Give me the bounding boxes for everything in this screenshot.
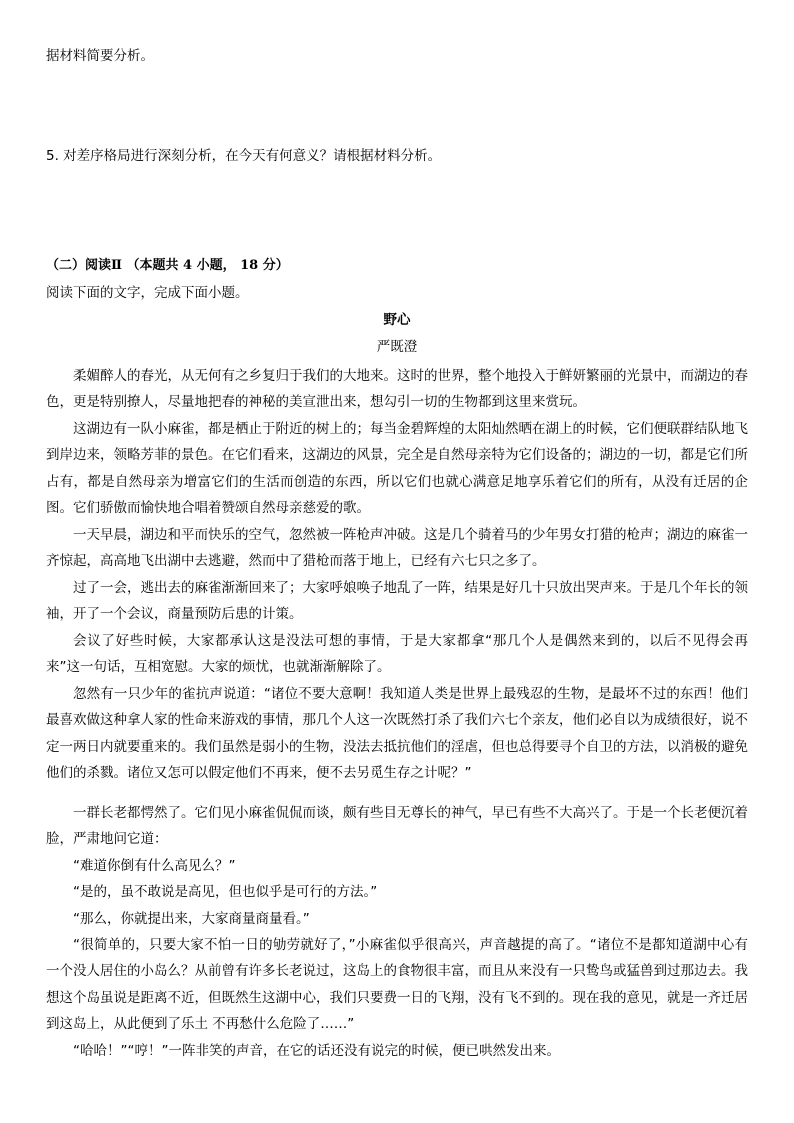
article-paragraph: 过了一会，逃出去的麻雀渐渐回来了；大家呼娘唤子地乱了一阵，结果是好几十只放出哭声来。于是几个年长的领袖，开了一个会议，商量预防后患的计策。 — [46, 580, 748, 623]
article-paragraph: 忽然有一只少年的雀抗声说道：“诸位不要大意啊！我知道人类是世界上最残忍的生物，是最坏不过的东西！他们最喜欢做这种拿人家的性命来游戏的事情，那几个人这一次既然打杀了我们六七个亲友，他们必自以为成绩很好，说不定一两日内就要重来的。我们虽然是弱小的生物，没法去抵抗他们的淫虐，但也总得要寻个自卫的方法，以消极的避免他们的杀戮。诸位又怎可以假定他们不再来，便不去另觅生存之计呢？” — [46, 686, 748, 782]
question-4-tail: 据材料简要分析。 — [46, 48, 154, 64]
question-5: 5. 对差序格局进行深刻分析，在今天有何意义？请根据材料分析。 — [46, 148, 442, 164]
article-paragraph: “哈哈！”“哼！”一阵非笑的声音，在它的话还没有说完的时候，便已哄然发出来。 — [73, 1043, 560, 1059]
dialogue-line: “是的，虽不敢说是高见，但也似乎是可行的方法。” — [73, 884, 378, 900]
article-paragraph: 一天早晨，湖边和平而快乐的空气，忽然被一阵枪声冲破。这是几个骑着马的少年男女打猎的枪声；湖边的麻雀一齐惊起，高高地飞出湖中去逃避，然而中了猎枪而落于地上，已经有六七只之多了。 — [46, 527, 748, 570]
article-paragraph: 会议了好些时候，大家都承认这是没法可想的事情，于是大家都拿“那几个人是偶然来到的，以后不见得会再来”这一句话，互相宽慰。大家的烦忧，也就渐渐解除了。 — [46, 633, 748, 676]
reading-instruction: 阅读下面的文字，完成下面小题。 — [46, 285, 249, 301]
article-paragraph: 一群长老都愕然了。它们见小麻雀侃侃而谈，颇有些目无尊长的神气，早已有些不大高兴了。于是一个长老便沉着脸，严肃地问它道： — [46, 805, 748, 848]
article-title: 野心 — [383, 312, 411, 328]
section-heading: （二）阅读Ⅱ （本题共 4 小题， 18 分） — [46, 258, 289, 273]
article-paragraph: 柔媚醉人的春光，从无何有之乡复归于我们的大地来。这时的世界，整个地投入于鲜妍繁丽的光景中，而湖边的春色，更是特别撩人，尽量地把春的神秘的美宣泄出来，想勾引一切的生物都到这里来赏玩。 — [46, 368, 748, 411]
article-paragraph: 这湖边有一队小麻雀，都是栖止于附近的树上的；每当金碧辉煌的太阳灿然晒在湖上的时候，它们便联群结队地飞到岸边来，领略芳菲的景色。在它们看来，这湖边的风景，完全是自然母亲特为它们设备的；湖边的一切，都是它们所占有，都是自然母亲为增富它们的生活而创造的东西，所以它们也就心满意足地享乐着它们的所有，从没有迁居的企图。它们骄傲而愉快地合唱着赞颂自然母亲慈爱的歌。 — [46, 421, 748, 517]
article-author: 严既澄 — [376, 339, 418, 355]
dialogue-line: “那么，你就提出来，大家商量商量看。” — [73, 911, 310, 927]
dialogue-line: “难道你倒有什么高见么？” — [73, 858, 236, 874]
article-paragraph: “很简单的，只要大家不怕一日的劬劳就好了，”小麻雀似乎很高兴，声音越提的高了。“诸位不是都知道湖中心有一个没人居住的小岛么？从前曾有许多长老说过，这岛上的食物很丰富，而且从来没有一只鸷鸟或猛兽到过那边去。我想这个岛虽说是距离不近，但既然生这湖中心，我们只要费一日的飞翔，没有飞不到的。现在我的意见，就是一齐迁居到这岛上，从此便到了乐土 不再愁什么危险了……” — [46, 937, 748, 1033]
